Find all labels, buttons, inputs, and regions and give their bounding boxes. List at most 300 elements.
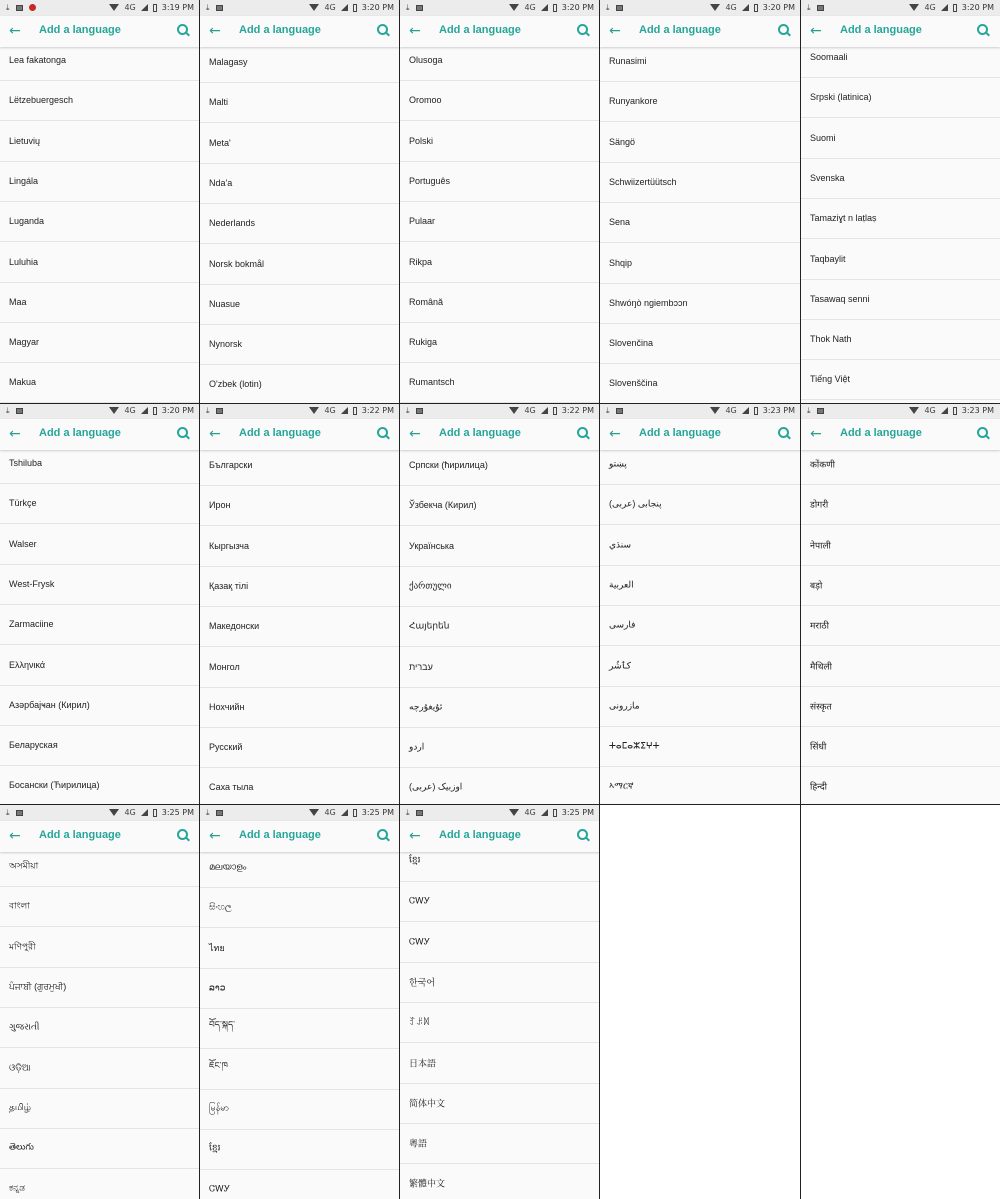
language-list-item[interactable] [600,81,801,122]
language-list-item[interactable] [200,244,400,285]
language-list-item[interactable] [600,766,801,805]
system-icons [909,3,994,12]
search-icon[interactable] [377,427,391,441]
language-name: ᏣᎳᎩ [209,1183,231,1194]
search-icon[interactable] [577,829,591,843]
notification-icons [6,808,23,817]
language-list-item[interactable] [801,726,1000,767]
battery-icon [754,407,758,415]
search-icon[interactable] [977,24,991,38]
back-arrow-icon[interactable]: ← [209,23,221,39]
back-arrow-icon[interactable]: ← [9,23,21,39]
system-icons [710,406,795,415]
status-time: 3:25 PM [561,808,594,817]
language-list-item[interactable] [0,846,200,887]
language-name: ᏣᎳᎩ [409,936,431,947]
battery-icon [353,809,357,817]
language-list-item[interactable] [400,962,600,1003]
battery-icon [953,4,957,12]
language-list-item[interactable] [801,646,1000,687]
language-list [400,47,600,403]
app-bar [801,419,1000,450]
notification-icons [6,406,23,415]
battery-icon [353,407,357,415]
language-list-item[interactable] [600,243,801,284]
language-list-item[interactable] [200,123,400,164]
language-name: মণিপুরী [9,941,36,952]
system-icons [309,406,394,415]
language-name: 日本語 [409,1058,437,1068]
language-name: Nynorsk [209,339,243,350]
language-name: Meta' [209,137,231,148]
signal-icon [541,809,548,816]
language-list-item[interactable] [200,364,400,403]
language-name: West-Frysk [9,578,55,589]
download-icon: ⤓ [406,406,410,415]
language-list-item[interactable] [400,727,600,768]
language-list-item[interactable] [200,526,400,567]
language-name: ಕನ್ನಡ [9,1182,26,1193]
network-type-label: 4G [524,406,536,415]
signal-icon [341,809,348,816]
network-type-label: 4G [124,3,136,12]
language-list-item[interactable] [600,363,801,403]
language-list-item[interactable] [200,928,400,969]
language-list-item[interactable] [0,604,200,645]
image-icon [16,408,23,414]
language-name: ລາວ [209,982,226,993]
grid-divider [800,0,801,1199]
language-name: ქართული [409,580,452,591]
status-time: 3:23 PM [961,406,994,415]
language-list-item[interactable] [0,242,200,283]
notification-icons [406,808,423,817]
back-arrow-icon[interactable]: ← [9,828,21,844]
app-bar [600,16,801,47]
signal-icon [541,407,548,414]
search-icon[interactable] [577,427,591,441]
phone-screen [200,0,400,403]
page-title: Add a language [639,427,721,439]
language-list-item[interactable] [200,847,400,888]
language-name: ⵜⴰⵎⴰⵣⵉⵖⵜ [609,740,660,751]
language-name: Русский [209,742,243,753]
back-arrow-icon[interactable]: ← [810,23,822,39]
language-name: ไทย [209,942,225,953]
language-name: नेपाली [810,540,831,551]
image-icon [16,810,23,816]
language-list-item[interactable] [0,1168,200,1199]
status-bar [0,805,200,821]
language-name: Lingála [9,175,39,186]
language-name: ኣማርኛ [609,780,634,791]
language-list-item[interactable] [600,283,801,324]
status-time: 3:19 PM [161,3,194,12]
language-list-item[interactable] [0,564,200,605]
language-name: ગુજરાતી [9,1021,40,1032]
search-icon[interactable] [377,829,391,843]
wifi-icon [710,407,720,414]
language-list-item[interactable] [0,1048,200,1089]
language-name: Саха тыла [209,782,254,793]
language-name: Runyankore [609,96,658,107]
language-list-item[interactable] [600,444,801,485]
image-icon [416,810,423,816]
notification-icons [406,3,423,12]
language-list-item[interactable] [801,444,1000,485]
language-name: অসমীয়া [9,860,39,871]
network-type-label: 4G [524,3,536,12]
language-name: Svenska [810,172,845,183]
language-list-item[interactable] [400,362,600,403]
status-time: 3:25 PM [161,808,194,817]
language-list-item[interactable] [0,80,200,121]
battery-icon [153,407,157,415]
status-bar [200,805,400,821]
system-icons [509,406,594,415]
language-list-item[interactable] [0,645,200,686]
app-bar [600,419,801,450]
language-name: Nederlands [209,218,256,229]
language-list-item[interactable] [200,1169,400,1199]
network-type-label: 4G [324,808,336,817]
language-list-item[interactable] [200,163,400,204]
search-icon[interactable] [577,24,591,38]
signal-icon [141,4,148,11]
page-title: Add a language [39,829,121,841]
language-list-item[interactable] [400,687,600,728]
language-name: Nda'a [209,177,233,188]
language-name: Türkçe [9,498,37,509]
back-arrow-icon[interactable]: ← [609,23,621,39]
language-list-item[interactable] [801,525,1000,566]
language-name: ꆈꌠꉙ [409,1017,431,1028]
language-list-item[interactable] [200,887,400,928]
language-list-item[interactable] [600,41,801,82]
language-list-item[interactable] [400,282,600,323]
language-list-item[interactable] [0,483,200,524]
language-name: Кыргызча [209,540,249,551]
language-name: Tshiluba [9,458,43,468]
status-time: 3:23 PM [762,406,795,415]
app-bar [0,821,200,852]
language-list-item[interactable] [0,685,200,726]
back-arrow-icon[interactable]: ← [609,426,621,442]
status-bar [400,0,600,16]
language-list-item[interactable] [801,77,1000,118]
back-arrow-icon[interactable]: ← [409,23,421,39]
language-list-item[interactable] [0,161,200,202]
wifi-icon [509,4,519,11]
status-bar [801,403,1000,419]
search-icon[interactable] [177,427,191,441]
network-type-label: 4G [124,808,136,817]
language-name: Română [409,296,444,307]
language-name: Հայերեն [409,620,450,631]
language-list-item[interactable] [200,284,400,325]
status-time: 3:25 PM [361,808,394,817]
wifi-icon [309,809,319,816]
page-title: Add a language [439,24,521,36]
image-icon [16,5,23,11]
language-list-item[interactable] [200,968,400,1009]
language-list-item[interactable] [801,766,1000,805]
language-name: తెలుగు [9,1141,34,1152]
search-icon[interactable] [778,24,792,38]
language-list-item[interactable] [0,725,200,766]
language-list-item[interactable] [600,484,801,525]
language-list-item[interactable] [200,687,400,728]
language-list-item[interactable] [200,606,400,647]
language-list-item[interactable] [0,201,200,242]
language-list-item[interactable] [801,484,1000,525]
battery-icon [754,4,758,12]
language-name: Азәрбајҹан (Кирил) [9,699,90,710]
language-list-item[interactable] [200,767,400,805]
search-icon[interactable] [977,427,991,441]
language-name: Suomi [810,132,836,143]
language-list-item[interactable] [400,1123,600,1164]
language-list-item[interactable] [200,82,400,123]
language-list-item[interactable] [0,1128,200,1169]
language-list-item[interactable] [0,765,200,805]
language-list-item[interactable] [0,282,200,323]
status-bar [801,0,1000,16]
language-list-item[interactable] [400,1163,600,1199]
download-icon: ⤓ [6,3,10,12]
language-name: Нохчийн [209,701,245,712]
back-arrow-icon[interactable]: ← [209,426,221,442]
grid-divider [0,804,1000,805]
wifi-icon [309,4,319,11]
page-title: Add a language [840,24,922,36]
status-bar [0,403,200,419]
language-list-item[interactable] [801,118,1000,159]
download-icon: ⤓ [406,808,410,817]
language-name: Български [209,460,253,470]
language-name: ਪੰਜਾਬੀ (ਗੁਰਮੁਖੀ) [9,981,67,992]
status-time: 3:20 PM [762,3,795,12]
language-list [0,852,200,1199]
back-arrow-icon[interactable]: ← [810,426,822,442]
language-list-item[interactable] [600,686,801,727]
language-list-item[interactable] [801,605,1000,646]
image-icon [216,408,223,414]
system-icons [309,808,394,817]
search-icon[interactable] [177,24,191,38]
app-bar [801,16,1000,47]
language-name: ଓଡ଼ିଆ [9,1062,31,1072]
language-list-item[interactable] [200,1008,400,1049]
page-title: Add a language [439,829,521,841]
battery-icon [953,407,957,415]
language-list-item[interactable] [0,1088,200,1129]
language-list-item[interactable] [200,566,400,607]
language-list-item[interactable] [400,161,600,202]
language-list-item[interactable] [200,1089,400,1130]
language-list-item[interactable] [801,686,1000,727]
language-name: Tiếng Việt [810,374,851,385]
language-list-item[interactable] [400,767,600,805]
language-list-item[interactable] [400,201,600,242]
language-list-item[interactable] [200,1049,400,1090]
language-name: 粵語 [409,1138,428,1149]
language-name: Rukiga [409,337,438,348]
language-list-item[interactable] [400,242,600,283]
search-icon[interactable] [377,24,391,38]
notification-icons [206,3,223,12]
grid-divider [199,0,200,1199]
app-bar [200,419,400,450]
page-title: Add a language [39,24,121,36]
language-list-item[interactable] [400,322,600,363]
language-name: मैथिली [810,661,832,671]
language-list-item[interactable] [400,881,600,922]
language-name: डोगरी [810,499,829,510]
language-list-item[interactable] [801,239,1000,280]
back-arrow-icon[interactable]: ← [409,828,421,844]
language-name: बड़ो [810,580,823,591]
language-list-item[interactable] [200,485,400,526]
language-list-item[interactable] [200,647,400,688]
language-list-item[interactable] [200,727,400,768]
language-list-item[interactable] [0,927,200,968]
language-list-item[interactable] [801,319,1000,360]
language-name: Olusoga [409,55,443,65]
language-list-item[interactable] [400,485,600,526]
language-list-item[interactable] [400,526,600,567]
battery-icon [553,809,557,817]
app-bar [400,419,600,450]
language-list-item[interactable] [200,324,400,365]
search-icon[interactable] [177,829,191,843]
language-list-item[interactable] [801,565,1000,606]
language-list-item[interactable] [0,886,200,927]
language-list-item[interactable] [400,647,600,688]
page-title: Add a language [239,24,321,36]
language-list-item[interactable] [400,80,600,121]
language-list [0,47,200,403]
language-list-item[interactable] [600,605,801,646]
language-name: Українська [409,540,455,551]
app-bar [0,16,200,47]
language-name: Runasimi [609,56,647,66]
wifi-icon [509,809,519,816]
language-list-item[interactable] [600,726,801,767]
notification-icons [406,406,423,415]
language-list-item[interactable] [600,646,801,687]
language-name: Ирон [209,500,231,511]
language-list-item[interactable] [801,158,1000,199]
language-list-item[interactable] [200,42,400,83]
signal-icon [541,4,548,11]
language-list-item[interactable] [400,566,600,607]
grid-divider [599,0,600,1199]
status-time: 3:22 PM [561,406,594,415]
page-title: Add a language [639,24,721,36]
language-name: Беларуская [9,740,58,751]
language-list-item[interactable] [200,1129,400,1170]
image-icon [416,5,423,11]
language-list-item[interactable] [801,359,1000,400]
language-name: ئۇيغۇرچە [409,701,443,712]
language-list-item[interactable] [400,606,600,647]
language-list-item[interactable] [200,203,400,244]
language-list-item[interactable] [400,445,600,486]
language-name: اردو [409,741,425,752]
wifi-icon [909,407,919,414]
notification-icons [6,3,36,12]
language-list [0,450,200,805]
system-icons [109,3,194,12]
language-list-item[interactable] [600,202,801,243]
language-name: O'zbek (lotin) [209,379,262,390]
language-list [801,450,1000,805]
status-time: 3:20 PM [161,406,194,415]
signal-icon [742,4,749,11]
language-name: सिंधी [810,741,827,752]
language-list-item[interactable] [0,362,200,403]
language-name: Српски (ћирилица) [409,460,488,470]
language-name: مازرونی [609,700,640,711]
language-list-item[interactable] [0,1007,200,1048]
back-arrow-icon[interactable]: ← [409,426,421,442]
language-list-item[interactable] [400,922,600,963]
language-list-item[interactable] [400,1083,600,1124]
app-bar [0,419,200,450]
language-name: 简体中文 [409,1098,446,1109]
network-type-label: 4G [725,3,737,12]
language-list-item[interactable] [0,322,200,363]
language-list-item[interactable] [600,525,801,566]
language-name: Malagasy [209,57,248,67]
back-arrow-icon[interactable]: ← [9,426,21,442]
language-list-item[interactable] [0,121,200,162]
language-list-item[interactable] [400,121,600,162]
back-arrow-icon[interactable]: ← [209,828,221,844]
language-list-item[interactable] [600,323,801,364]
language-list-item[interactable] [801,198,1000,239]
language-name: سنڌي [609,539,632,550]
system-icons [710,3,795,12]
download-icon: ⤓ [807,406,811,415]
language-list [400,852,600,1199]
status-time: 3:22 PM [361,406,394,415]
language-list-item[interactable] [801,279,1000,320]
language-name: کٲشُر [609,660,632,670]
status-bar [600,403,801,419]
language-name: தமிழ் [9,1101,31,1112]
image-icon [616,408,623,414]
language-name: ខ្មែរ [409,854,421,865]
language-name: Lea fakatonga [9,55,67,65]
language-name: Tasawaq senni [810,293,870,304]
download-icon: ⤓ [606,3,610,12]
language-list-item[interactable] [600,122,801,163]
language-list-item[interactable] [0,967,200,1008]
language-name: Oromoo [409,95,442,106]
language-list-item[interactable] [400,1002,600,1043]
phone-screen [801,403,1000,805]
search-icon[interactable] [778,427,792,441]
language-list-item[interactable] [200,445,400,486]
language-list-item[interactable] [0,524,200,565]
language-list-item[interactable] [600,565,801,606]
language-list-item[interactable] [600,162,801,203]
language-list-item[interactable] [400,1043,600,1084]
phone-screen [600,0,801,403]
wifi-icon [309,407,319,414]
